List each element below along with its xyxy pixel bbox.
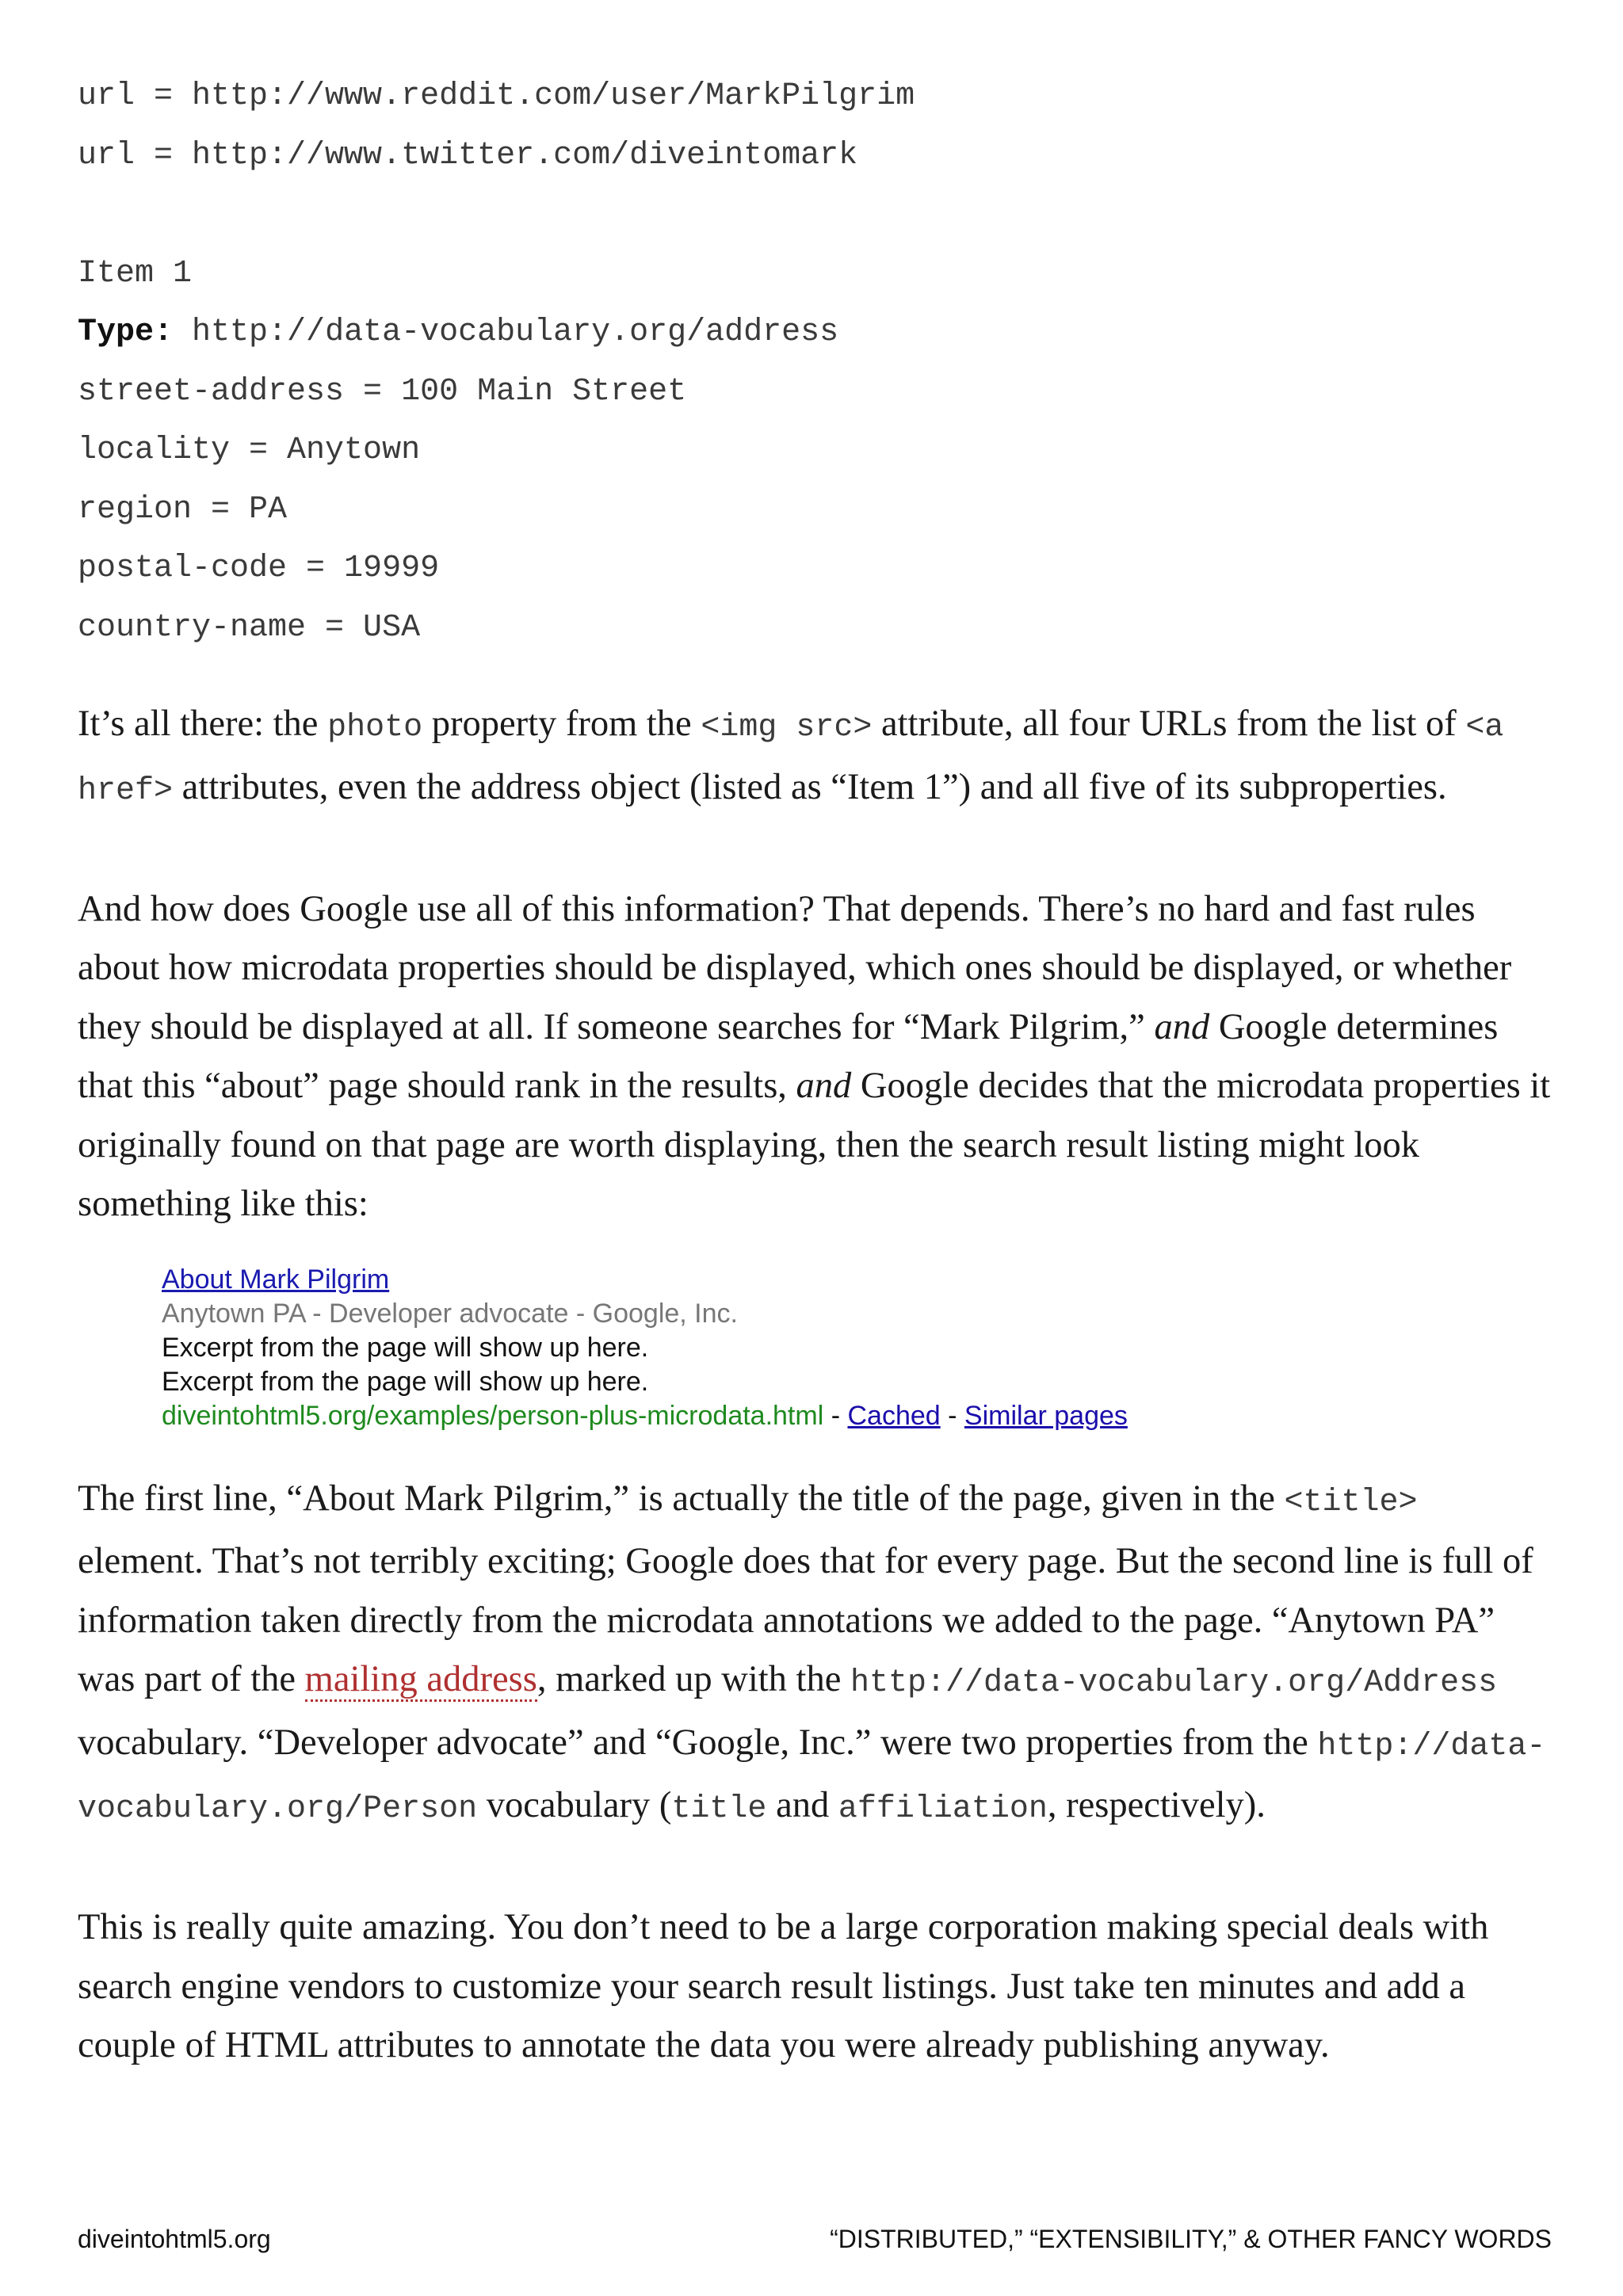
inline-code-photo: photo bbox=[327, 710, 423, 746]
code-line-twitter-url: url = http://www.twitter.com/diveintomark bbox=[78, 137, 858, 174]
text-run: Google determines that this “about” page should rank in the results, bbox=[78, 1006, 1499, 1106]
footer-site-name: diveintohtml5.org bbox=[78, 2225, 271, 2253]
text-run: And how does Google use all of this information? That depends. There’s no hard and fast rules about how microdata properties should be displayed, which ones should be displayed, or whether they should be displayed at all. If someone searches for “Mark Pilgrim,” bbox=[78, 888, 1512, 1047]
spacer bbox=[78, 663, 1552, 695]
code-line-item-heading: Item 1 bbox=[78, 255, 193, 292]
result-url-row bbox=[162, 1399, 1552, 1433]
code-line-street-address: street-address = 100 Main Street bbox=[78, 373, 687, 410]
inline-code-affiliation: affiliation bbox=[838, 1791, 1048, 1827]
separator: - bbox=[823, 1400, 848, 1431]
mailing-address-link[interactable]: mailing address bbox=[305, 1659, 537, 1702]
spacer bbox=[78, 1840, 1552, 1899]
inline-code-img-src: <img src> bbox=[701, 710, 873, 746]
paragraph-all-there bbox=[78, 695, 1552, 821]
cached-link[interactable]: Cached bbox=[847, 1400, 941, 1431]
separator: - bbox=[940, 1400, 964, 1431]
page-content bbox=[78, 73, 1552, 2076]
text-run: Google decides that the microdata properties it originally found on that page are worth displaying, then the search result listing might look something like this: bbox=[78, 1066, 1551, 1224]
text-run: property from the bbox=[422, 704, 701, 744]
text-run: and bbox=[766, 1785, 838, 1825]
code-line-type bbox=[78, 309, 1552, 368]
code-line-locality: locality = Anytown bbox=[78, 433, 421, 468]
result-title-row bbox=[162, 1263, 1552, 1297]
type-key: Type: bbox=[78, 315, 174, 350]
text-run: The first line, “About Mark Pilgrim,” is actually the title of the page, given in the bbox=[78, 1478, 1285, 1519]
spacer bbox=[78, 821, 1552, 880]
emphasis-and: and bbox=[796, 1066, 852, 1106]
inline-code-title: title bbox=[671, 1791, 767, 1827]
paragraph-first-line bbox=[78, 1470, 1552, 1840]
emphasis-and: and bbox=[1154, 1006, 1210, 1047]
code-line-country-name: country-name = USA bbox=[78, 609, 421, 646]
text-run: attribute, all four URLs from the list of bbox=[872, 704, 1466, 744]
type-value: http://data-vocabulary.org/address bbox=[173, 315, 839, 350]
text-run: It’s all there: the bbox=[78, 704, 328, 744]
text-run: , respectively). bbox=[1047, 1785, 1266, 1825]
inline-code-a-href: <a href> bbox=[78, 710, 1504, 809]
code-line-postal-code: postal-code = 19999 bbox=[78, 551, 440, 586]
inline-code-title-element: <title> bbox=[1284, 1484, 1418, 1520]
code-line-blank bbox=[78, 191, 1552, 250]
paragraph-how-google-uses bbox=[78, 880, 1552, 1234]
result-excerpt: Excerpt from the page will show up here. bbox=[162, 1366, 649, 1397]
code-line-region: region = PA bbox=[78, 491, 288, 528]
code-output-block bbox=[78, 73, 1552, 663]
text-run: attributes, even the address object (listed as “Item 1”) and all five of its subproperties. bbox=[173, 766, 1447, 807]
result-url: diveintohtml5.org/examples/person-plus-microdata.html bbox=[162, 1400, 824, 1431]
text-run: vocabulary ( bbox=[477, 1785, 672, 1825]
result-excerpt: Excerpt from the page will show up here. bbox=[162, 1332, 649, 1363]
inline-code-address-vocab: http://data-vocabulary.org/Address bbox=[850, 1665, 1498, 1701]
text-run: vocabulary. “Developer advocate” and “Google, Inc.” were two properties from the bbox=[78, 1722, 1318, 1763]
result-title-link[interactable]: About Mark Pilgrim bbox=[162, 1264, 390, 1295]
search-result-example bbox=[162, 1263, 1552, 1433]
paragraph-quite-amazing: This is really quite amazing. You don’t need to be a large corporation making special deals with search engine vendors to customize your search result listings. Just take ten minutes and add a couple of HTML attributes to annotate the data you were already publishing anyway. bbox=[78, 1907, 1489, 2065]
similar-pages-link[interactable]: Similar pages bbox=[964, 1400, 1128, 1431]
result-meta: Anytown PA - Developer advocate - Google, Inc. bbox=[162, 1298, 738, 1329]
text-run: , marked up with the bbox=[537, 1659, 850, 1699]
code-line-reddit-url: url = http://www.reddit.com/user/MarkPilgrim bbox=[78, 78, 915, 114]
inline-code-person-vocab: http://data-vocabulary.org/Person bbox=[78, 1728, 1546, 1827]
footer-chapter-title: “DISTRIBUTED,” “EXTENSIBILITY,” & OTHER FANCY WORDS bbox=[830, 2225, 1552, 2253]
text-run: element. That’s not terribly exciting; Google does that for every page. But the second line is full of information taken directly from the microdata annotations we added to the page. “Anytown PA” was part of the bbox=[78, 1541, 1533, 1699]
